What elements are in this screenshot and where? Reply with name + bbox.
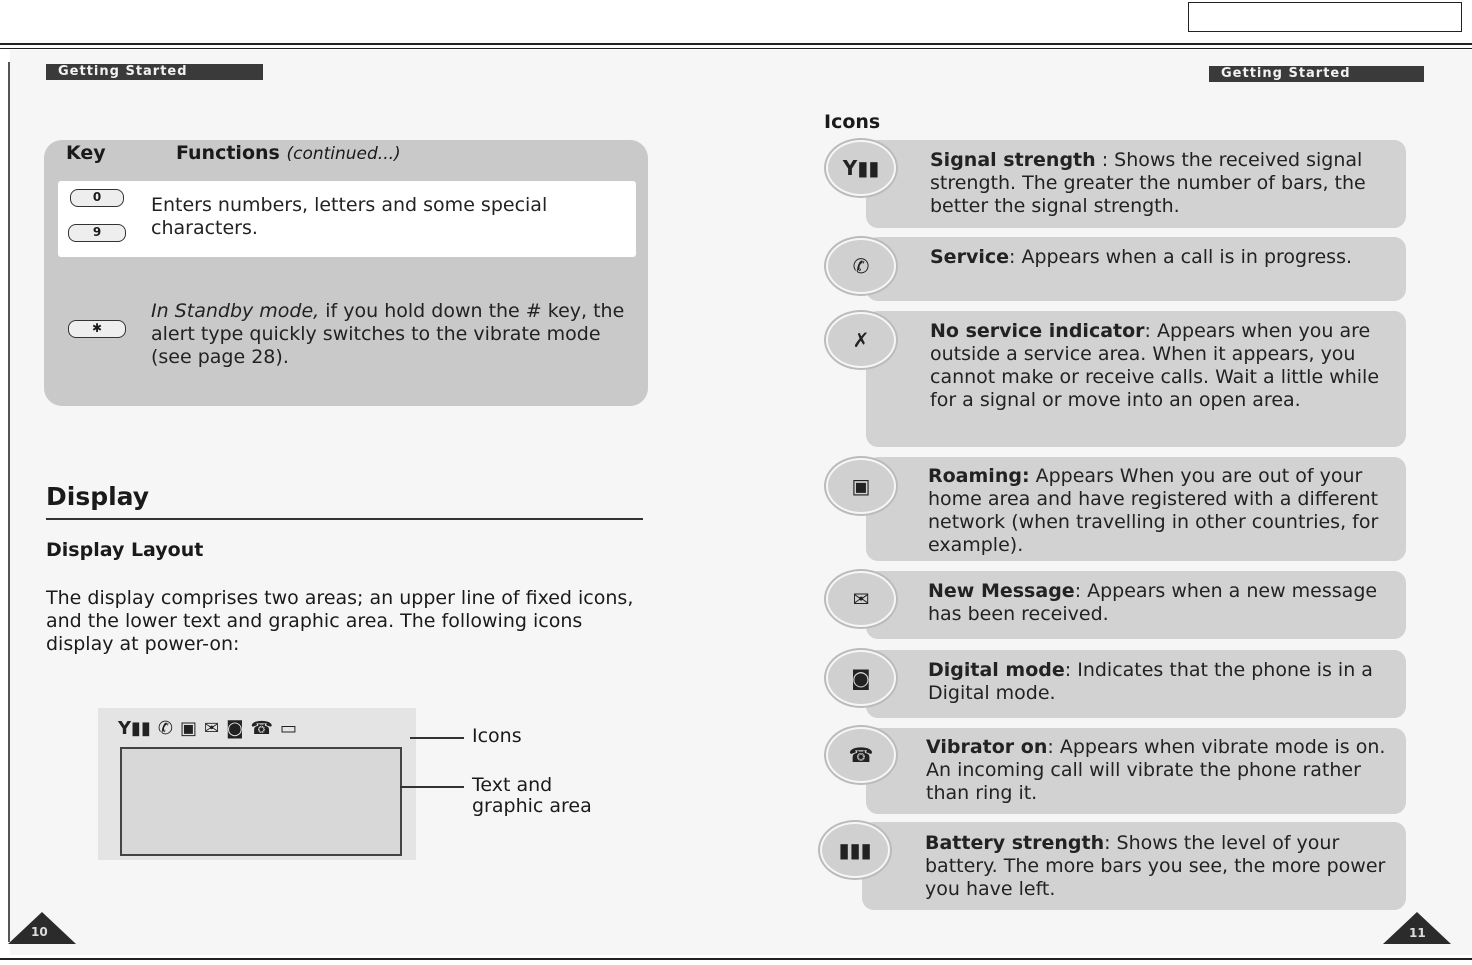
icons-heading: Icons xyxy=(824,111,881,133)
nine-key-icon: 9 xyxy=(68,224,126,242)
heading-divider xyxy=(46,518,643,520)
digital-mode-icon: ◙ xyxy=(226,717,244,739)
icon-desc-vibrator: Vibrator on: Appears when vibrate mode is on. An incoming call will vibrate the phone rather than ring it. xyxy=(926,736,1386,804)
display-paragraph: The display comprises two areas; an upper line of fixed icons, and the lower text and graphic area. The following icons display at power-on: xyxy=(46,587,634,655)
icon-desc-service: Service: Appears when a call is in progress. xyxy=(930,246,1353,268)
area-label-line1: Text and xyxy=(472,774,553,796)
icon-desc-new-message: New Message: Appears when a new message has been received. xyxy=(928,580,1378,625)
key-row2-text: In Standby mode, if you hold down the # key, the alert type quickly switches to the vibrate mode (see page 28). xyxy=(151,300,625,368)
phone-handset-icon: ✆ xyxy=(157,717,173,739)
envelope-icon: ✉ xyxy=(852,587,870,611)
no-service-disc xyxy=(826,312,896,368)
display-layout-subheading: Display Layout xyxy=(46,539,204,561)
area-label-line2: graphic area xyxy=(472,795,592,817)
digital-mode-icon: ◙ xyxy=(851,666,871,690)
icons-label: Icons xyxy=(472,725,522,747)
icon-desc-roaming: Roaming: Appears When you are out of your home area and have registered with a different network (when travelling in other countries, for example). xyxy=(928,465,1379,556)
digital-mode-disc xyxy=(826,650,896,706)
envelope-icon: ✉ xyxy=(203,717,220,739)
page-number-left: 10 xyxy=(31,925,48,939)
battery-icon: ▭ xyxy=(279,717,297,739)
signal-icon: Y▮▮ xyxy=(842,156,880,180)
area-leader-line xyxy=(400,786,464,788)
text-graphic-area-box xyxy=(120,747,402,856)
roaming-disc xyxy=(826,458,896,514)
functions-column-header: Functions (continued...) xyxy=(176,142,401,164)
icon-desc-battery: Battery strength: Shows the level of your battery. The more bars you see, the more power you have left. xyxy=(925,832,1386,900)
key-row1-text: Enters numbers, letters and some special characters. xyxy=(151,194,548,239)
hash-key-icon: ✱ xyxy=(68,320,126,338)
icon-desc-no-service: No service indicator: Appears when you are outside a service area. When it appears, you cannot make or receive calls. Wait a little while for a signal or move into an open area. xyxy=(930,320,1380,411)
new-message-disc xyxy=(826,571,896,627)
signal-icon: Y▮▮ xyxy=(118,717,151,739)
page-number-right: 11 xyxy=(1409,926,1426,940)
vibrator-icon: ☎ xyxy=(250,717,273,739)
phone-handset-icon: ✆ xyxy=(852,254,870,278)
vibrator-disc xyxy=(826,727,896,783)
vibrator-icon: ☎ xyxy=(848,743,874,767)
diagram-icon-row xyxy=(118,716,297,740)
battery-icon: ▮▮▮ xyxy=(838,838,872,862)
icon-desc-signal: Signal strength : Shows the received signal strength. The greater the number of bars, the better the signal strength. xyxy=(930,149,1366,217)
icons-leader-line xyxy=(410,737,464,739)
signal-disc xyxy=(826,140,896,196)
zero-key-icon: 0 xyxy=(70,189,124,207)
key-column-header: Key xyxy=(66,142,106,164)
no-service-icon: ✗ xyxy=(852,328,870,352)
top-rule xyxy=(0,43,1472,49)
display-heading: Display xyxy=(46,482,150,511)
binding-edge xyxy=(8,62,10,942)
battery-disc xyxy=(820,822,890,878)
icon-desc-digital-mode: Digital mode: Indicates that the phone is in a Digital mode. xyxy=(928,659,1373,704)
header-box xyxy=(1188,2,1462,32)
roaming-icon: ▣ xyxy=(179,717,197,739)
service-disc xyxy=(826,238,896,294)
section-band-right: Getting Started xyxy=(1209,66,1424,82)
bottom-rule xyxy=(0,958,1472,962)
roaming-icon: ▣ xyxy=(851,474,871,498)
section-band-left: Getting Started xyxy=(46,64,263,80)
